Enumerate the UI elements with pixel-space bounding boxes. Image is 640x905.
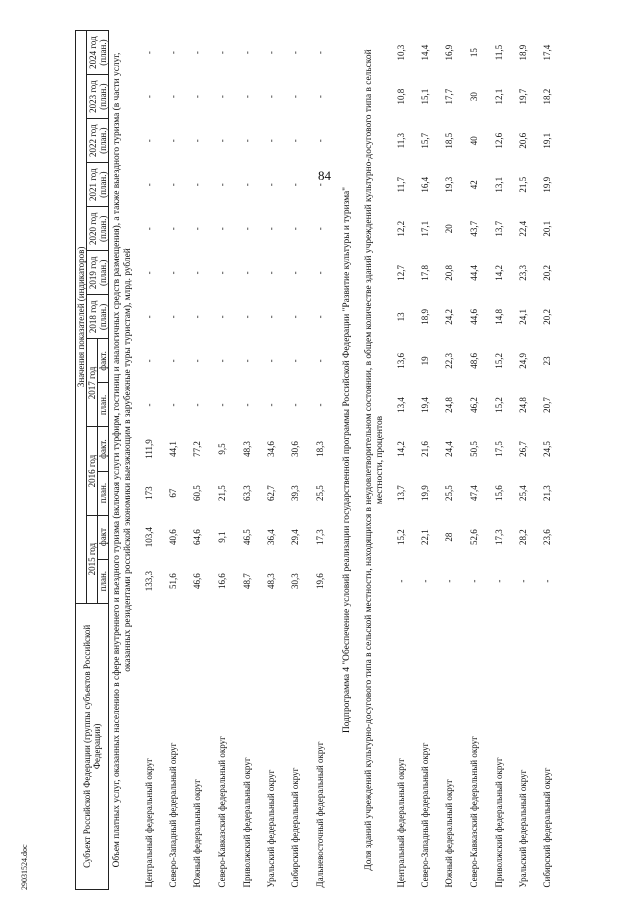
cell: 63,3 (242, 485, 252, 501)
row-name: Северо-Кавказский федеральный округ (469, 736, 479, 888)
table-row (137, 31, 161, 890)
row-name: Сибирский федеральный округ (542, 767, 552, 888)
cell: 23,3 (518, 264, 528, 281)
cell: 10,3 (396, 44, 406, 61)
cell: 17,4 (542, 44, 552, 61)
cell: 25,4 (518, 485, 528, 501)
row-name: Приволжский федеральный округ (494, 757, 504, 888)
cell: 13,6 (396, 353, 406, 369)
cell: 48,3 (242, 441, 252, 457)
cell: - (290, 359, 300, 363)
cell: - (217, 183, 227, 187)
header-2022: 2022 год (план.) (87, 119, 109, 163)
cell: - (315, 51, 325, 55)
cell: 24,8 (518, 397, 528, 413)
cell: - (242, 51, 252, 55)
header-2016-fact: факт. (98, 427, 109, 471)
cell: - (315, 403, 325, 407)
cell: 19,7 (518, 88, 528, 105)
cell: 24,8 (444, 397, 454, 413)
cell: - (217, 359, 227, 363)
cell: - (290, 51, 300, 55)
cell: 15 (469, 48, 479, 58)
cell: - (168, 403, 178, 407)
cell: - (266, 139, 276, 143)
cell: 21,6 (420, 441, 430, 457)
cell: - (315, 139, 325, 143)
row-name: Северо-Кавказский федеральный округ (217, 736, 227, 888)
cell: - (192, 359, 202, 363)
rotated-table-page (75, 30, 640, 890)
cell: 18,9 (518, 44, 528, 61)
cell: 18,9 (420, 309, 430, 325)
cell: - (242, 139, 252, 143)
row-name: Уральский федеральный округ (266, 769, 276, 888)
cell: 46,6 (192, 573, 202, 590)
cell: - (266, 227, 276, 231)
cell: - (266, 183, 276, 187)
cell: 29,4 (290, 529, 300, 545)
section2-title: Доля зданий учреждений культурно-досугового типа в сельской местности, находящихся в неудовлетворительном состоянии, в общем количестве зданий учреждений культурно-досугового типа в сельской местности, процентов (364, 49, 385, 871)
row-name: Дальневосточный федеральный округ (315, 741, 325, 888)
cell: 52,6 (469, 529, 479, 545)
cell: 111,9 (144, 439, 154, 459)
header-2024: 2024 год (план.) (87, 31, 109, 75)
cell: 14,2 (396, 441, 406, 457)
cell: - (192, 95, 202, 99)
table-row (209, 31, 235, 890)
cell: - (217, 403, 227, 407)
cell: 11,5 (494, 44, 504, 61)
cell: 20,8 (444, 264, 454, 281)
cell: 16,9 (444, 44, 454, 61)
cell: - (518, 579, 528, 583)
cell: 77,2 (192, 441, 202, 457)
cell: 25,5 (444, 485, 454, 501)
cell: - (290, 139, 300, 143)
cell: 19,1 (542, 132, 552, 149)
cell: 47,4 (469, 485, 479, 501)
cell: - (266, 359, 276, 363)
cell: 22,3 (444, 353, 454, 369)
cell: - (266, 51, 276, 55)
cell: 20,6 (518, 132, 528, 149)
cell: 20,7 (542, 397, 552, 413)
cell: 15,1 (420, 88, 430, 105)
cell: 13,4 (396, 397, 406, 413)
cell: - (144, 271, 154, 275)
cell: - (315, 183, 325, 187)
header-2018: 2018 год (план.) (87, 295, 109, 339)
cell: 60,5 (192, 485, 202, 501)
row-name: Центральный федеральный округ (396, 758, 406, 888)
cell: 15,7 (420, 132, 430, 149)
cell: - (315, 95, 325, 99)
cell: 30,6 (290, 441, 300, 457)
cell: 44,1 (168, 441, 178, 457)
cell: - (192, 183, 202, 187)
table-row (389, 31, 413, 890)
cell: 24,1 (518, 309, 528, 325)
cell: 44,4 (469, 264, 479, 281)
cell: - (192, 403, 202, 407)
cell: - (242, 403, 252, 407)
header-2016: 2016 год (87, 427, 98, 515)
cell: - (217, 95, 227, 99)
cell: 20,2 (542, 264, 552, 281)
cell: 25,5 (315, 485, 325, 501)
cell: - (315, 227, 325, 231)
cell: 50,5 (469, 441, 479, 457)
cell: 39,3 (290, 485, 300, 501)
row-name: Южный федеральный округ (192, 779, 202, 888)
cell: 21,5 (518, 176, 528, 193)
cell: 48,6 (469, 353, 479, 369)
cell: 19,9 (542, 176, 552, 193)
cell: - (444, 579, 454, 583)
cell: - (242, 183, 252, 187)
cell: 13,7 (494, 220, 504, 237)
cell: 13 (396, 312, 406, 322)
header-2019: 2019 год (план.) (87, 251, 109, 295)
header-2023: 2023 год (план.) (87, 75, 109, 119)
header-2017-plan: план. (98, 383, 109, 427)
cell: - (217, 315, 227, 319)
cell: - (144, 51, 154, 55)
cell: 40 (469, 136, 479, 146)
cell: 22,1 (420, 529, 430, 545)
table-row (259, 31, 283, 890)
header-2021: 2021 год (план.) (87, 163, 109, 207)
cell: 46,5 (242, 529, 252, 545)
cell: - (168, 51, 178, 55)
row-name: Уральский федеральный округ (518, 769, 528, 888)
cell: 34,6 (266, 441, 276, 457)
cell: 20,1 (542, 220, 552, 237)
cell: 13,1 (494, 176, 504, 193)
cell: - (266, 403, 276, 407)
table-body (109, 31, 560, 890)
header-2015-plan: план. (98, 559, 109, 603)
row-name: Сибирский федеральный округ (290, 767, 300, 888)
cell: - (192, 315, 202, 319)
cell: - (242, 271, 252, 275)
table-row (161, 31, 185, 890)
cell: 24,9 (518, 353, 528, 369)
cell: 12,7 (396, 264, 406, 281)
cell: - (168, 139, 178, 143)
cell: 13,7 (396, 485, 406, 501)
table-row (235, 31, 259, 890)
header-2015: 2015 год (87, 515, 98, 603)
cell: - (217, 51, 227, 55)
table-header (76, 31, 109, 890)
cell: 22,4 (518, 220, 528, 237)
cell: 14,4 (420, 44, 430, 61)
cell: - (168, 227, 178, 231)
cell: - (315, 315, 325, 319)
subprogram-title: Подпрограмма 4 "Обеспечение условий реализации государственной программы Российской Федерации "Развитие культуры и туризма" (342, 186, 352, 734)
cell: - (315, 359, 325, 363)
cell: 19,4 (420, 397, 430, 413)
table-row (461, 31, 487, 890)
cell: 40,6 (168, 529, 178, 545)
cell: 23,6 (542, 529, 552, 545)
cell: - (266, 315, 276, 319)
cell: 67 (168, 488, 178, 498)
cell: 19,3 (444, 176, 454, 193)
cell: 28 (444, 532, 454, 542)
cell: - (420, 579, 430, 583)
cell: - (168, 95, 178, 99)
header-2017: 2017 год (87, 339, 98, 427)
header-2017-fact: факт. (98, 339, 109, 383)
row-name: Центральный федеральный округ (144, 758, 154, 888)
cell: 24,5 (542, 441, 552, 457)
cell: 28,2 (518, 529, 528, 545)
cell: 103,4 (144, 526, 154, 548)
cell: 19,9 (420, 485, 430, 501)
cell: 17,1 (420, 220, 430, 237)
cell: 36,4 (266, 529, 276, 545)
cell: 15,2 (494, 397, 504, 413)
cell: 15,2 (494, 353, 504, 369)
table-row (413, 31, 437, 890)
cell: 18,5 (444, 132, 454, 149)
row-name: Приволжский федеральный округ (242, 757, 252, 888)
cell: 30 (469, 92, 479, 102)
row-name: Южный федеральный округ (444, 779, 454, 888)
page-number: 84 (318, 168, 331, 183)
cell: 46,2 (469, 397, 479, 413)
cell: 16,6 (217, 573, 227, 590)
cell: 30,3 (290, 573, 300, 590)
cell: 17,7 (444, 88, 454, 105)
cell: - (217, 271, 227, 275)
cell: - (242, 227, 252, 231)
cell: 17,8 (420, 264, 430, 281)
cell: 19,6 (315, 573, 325, 590)
table-row (487, 31, 511, 890)
cell: - (290, 183, 300, 187)
cell: 17,3 (315, 529, 325, 545)
cell: 12,1 (494, 88, 504, 105)
cell: 17,3 (494, 529, 504, 545)
table-row (511, 31, 535, 890)
cell: - (242, 359, 252, 363)
cell: 14,2 (494, 264, 504, 281)
cell: 48,7 (242, 573, 252, 590)
cell: 26,7 (518, 441, 528, 457)
cell: - (542, 579, 552, 583)
header-2015-fact: факт (98, 515, 109, 559)
cell: 9,1 (217, 531, 227, 543)
cell: 23 (542, 356, 552, 366)
cell: 42 (469, 180, 479, 190)
cell: 14,8 (494, 309, 504, 325)
cell: - (469, 579, 479, 583)
cell: - (192, 227, 202, 231)
cell: 44,6 (469, 309, 479, 325)
cell: - (144, 183, 154, 187)
cell: 12,2 (396, 220, 406, 237)
cell: 18,3 (315, 441, 325, 457)
cell: 51,6 (168, 573, 178, 590)
table-row (535, 31, 559, 890)
cell: 15,2 (396, 529, 406, 545)
cell: 43,7 (469, 220, 479, 237)
cell: 11,7 (396, 177, 406, 193)
cell: 62,7 (266, 485, 276, 501)
cell: 24,4 (444, 441, 454, 457)
cell: - (290, 227, 300, 231)
cell: - (266, 95, 276, 99)
cell: 17,5 (494, 441, 504, 457)
cell: - (290, 95, 300, 99)
table-row (307, 31, 333, 890)
table-row (185, 31, 209, 890)
cell: 11,3 (396, 132, 406, 149)
section1-title: Объем платных услуг, оказанных населению в сфере внутреннего и въездного туризма (включая услуги турфирм, гостиниц и аналогичных средств размещения), а также выездного туризма (в части услуг, оказанных резидентами российской экономики выезжающим в зарубежные туры туристам), млрд. рублей (112, 52, 133, 868)
cell: - (494, 579, 504, 583)
cell: - (144, 315, 154, 319)
cell: - (242, 315, 252, 319)
cell: - (290, 403, 300, 407)
cell: 15,6 (494, 485, 504, 501)
header-indicators: Значения показателей (индикаторов) (76, 31, 87, 604)
row-name: Северо-Западный федеральный округ (420, 742, 430, 888)
cell: - (290, 315, 300, 319)
cell: 173 (144, 486, 154, 500)
cell: - (192, 271, 202, 275)
cell: - (315, 271, 325, 275)
cell: - (266, 271, 276, 275)
cell: - (168, 183, 178, 187)
cell: 64,6 (192, 529, 202, 545)
cell: 16,4 (420, 176, 430, 193)
cell: 20,2 (542, 309, 552, 325)
cell: - (396, 579, 406, 583)
header-2016-plan: план. (98, 471, 109, 515)
header-subject: Субъект Российской Федерации (группы субъектов Российской Федерации) (76, 603, 109, 889)
cell: 21,3 (542, 485, 552, 501)
indicators-table (75, 30, 559, 890)
table-row (437, 31, 461, 890)
header-2020: 2020 год (план.) (87, 207, 109, 251)
cell: 48,3 (266, 573, 276, 590)
cell: 21,5 (217, 485, 227, 501)
cell: - (168, 315, 178, 319)
doc-id: 29031524.doc (20, 844, 29, 890)
cell: - (168, 359, 178, 363)
cell: - (144, 139, 154, 143)
cell: - (192, 51, 202, 55)
cell: - (290, 271, 300, 275)
cell: - (144, 95, 154, 99)
cell: 12,6 (494, 132, 504, 149)
cell: - (192, 139, 202, 143)
cell: 133,3 (144, 571, 154, 592)
cell: - (242, 95, 252, 99)
cell: - (144, 359, 154, 363)
cell: 9,5 (217, 443, 227, 455)
cell: 18,2 (542, 88, 552, 105)
cell: - (217, 139, 227, 143)
cell: - (144, 227, 154, 231)
cell: 24,2 (444, 309, 454, 325)
cell: 10,8 (396, 88, 406, 105)
table-row (283, 31, 307, 890)
cell: 20 (444, 224, 454, 234)
cell: - (144, 403, 154, 407)
cell: - (168, 271, 178, 275)
cell: 19 (420, 356, 430, 366)
cell: - (217, 227, 227, 231)
row-name: Северо-Западный федеральный округ (168, 742, 178, 888)
